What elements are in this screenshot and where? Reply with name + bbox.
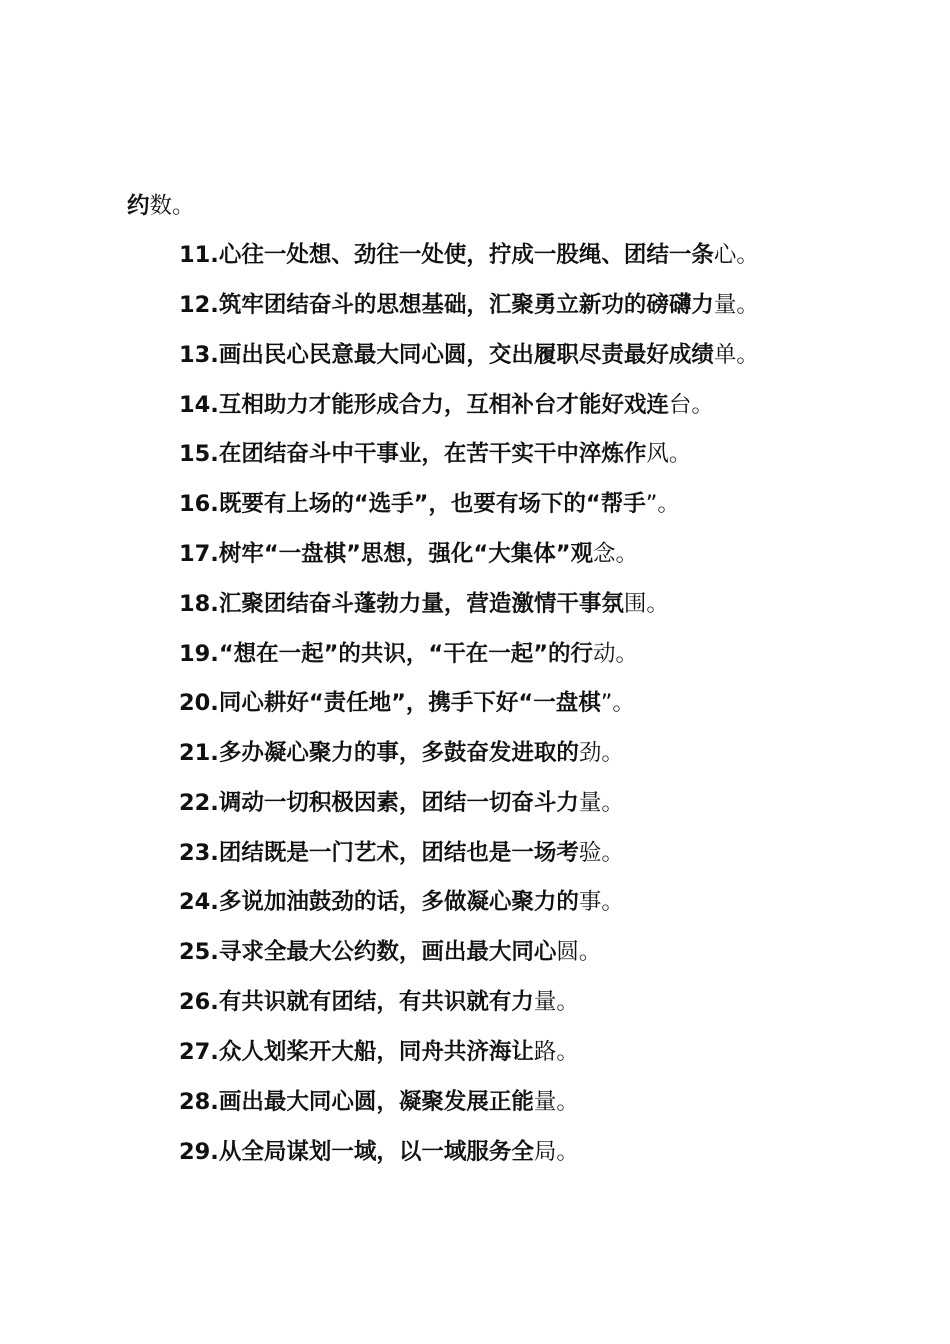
list-item-bold: 13.画出民心民意最大同心圆，交出履职尽责最好成绩	[179, 342, 714, 368]
list-item-bold: 24.多说加油鼓劲的话，多做凝心聚力的	[179, 889, 579, 915]
list-item-bold: 29.从全局谋划一域，以一域服务全	[179, 1139, 534, 1165]
list-item-bold: 20.同心耕好“责任地”，携手下好“一盘棋	[179, 690, 601, 716]
list-item	[179, 240, 759, 270]
list-item-bold: 19.“想在一起”的共识，“干在一起”的行	[179, 641, 594, 667]
list-item	[179, 1037, 579, 1067]
list-item	[179, 290, 759, 320]
list-item-tail: 验。	[578, 840, 624, 866]
list-item	[179, 539, 638, 569]
list-item-tail: 量。	[533, 1089, 579, 1115]
continuation-normal: 数。	[149, 193, 195, 219]
list-item-tail: 风。	[646, 441, 692, 467]
list-item	[179, 589, 669, 619]
list-item-tail: 量。	[713, 292, 759, 318]
list-item	[179, 987, 579, 1017]
list-item-bold: 23.团结既是一门艺术，团结也是一场考	[179, 840, 579, 866]
list-item	[179, 688, 635, 718]
list-item-bold: 28.画出最大同心圆，凝聚发展正能	[179, 1089, 534, 1115]
list-item-tail: 圆。	[556, 939, 602, 965]
list-item-bold: 25.寻求全最大公约数，画出最大同心	[179, 939, 557, 965]
list-item-bold: 27.众人划桨开大船，同舟共济海让	[179, 1039, 534, 1065]
continuation-bold: 约	[127, 193, 150, 219]
list-item	[179, 788, 624, 818]
continuation-line	[127, 191, 195, 221]
list-item	[179, 738, 624, 768]
list-item-bold: 21.多办凝心聚力的事，多鼓奋发进取的	[179, 740, 579, 766]
list-item-tail: ”。	[645, 491, 680, 517]
list-item-tail: 量。	[578, 790, 624, 816]
list-item-bold: 14.互相助力才能形成合力，互相补台才能好戏连	[179, 392, 669, 418]
list-item-tail: 劲。	[578, 740, 624, 766]
list-item-bold: 12.筑牢团结奋斗的思想基础，汇聚勇立新功的磅礴力	[179, 292, 714, 318]
list-item	[179, 1137, 579, 1167]
list-item-bold: 18.汇聚团结奋斗蓬勃力量，营造激情干事氛	[179, 591, 624, 617]
list-item	[179, 340, 759, 370]
list-item	[179, 639, 638, 669]
list-item-bold: 17.树牢“一盘棋”思想，强化“大集体”观	[179, 541, 594, 567]
list-item	[179, 838, 624, 868]
list-item-tail: 局。	[533, 1139, 579, 1165]
list-item-bold: 15.在团结奋斗中干事业，在苦干实干中淬炼作	[179, 441, 647, 467]
list-item-tail: ”。	[600, 690, 635, 716]
list-item	[179, 390, 714, 420]
list-item-tail: 单。	[713, 342, 759, 368]
list-item	[179, 1087, 579, 1117]
list-item-tail: 量。	[533, 989, 579, 1015]
list-item-tail: 动。	[593, 641, 639, 667]
list-item-bold: 16.既要有上场的“选手”，也要有场下的“帮手	[179, 491, 646, 517]
list-item-tail: 事。	[578, 889, 624, 915]
list-item-tail: 台。	[668, 392, 714, 418]
list-item-tail: 围。	[623, 591, 669, 617]
list-item-bold: 22.调动一切积极因素，团结一切奋斗力	[179, 790, 579, 816]
list-item-tail: 心。	[713, 242, 759, 268]
list-item-tail: 路。	[533, 1039, 579, 1065]
list-item	[179, 887, 624, 917]
list-item-bold: 26.有共识就有团结，有共识就有力	[179, 989, 534, 1015]
list-item	[179, 439, 691, 469]
list-item-bold: 11.心往一处想、劲往一处使，拧成一股绳、团结一条	[179, 242, 714, 268]
list-item-tail: 念。	[593, 541, 639, 567]
list-item	[179, 489, 680, 519]
list-item	[179, 937, 601, 967]
